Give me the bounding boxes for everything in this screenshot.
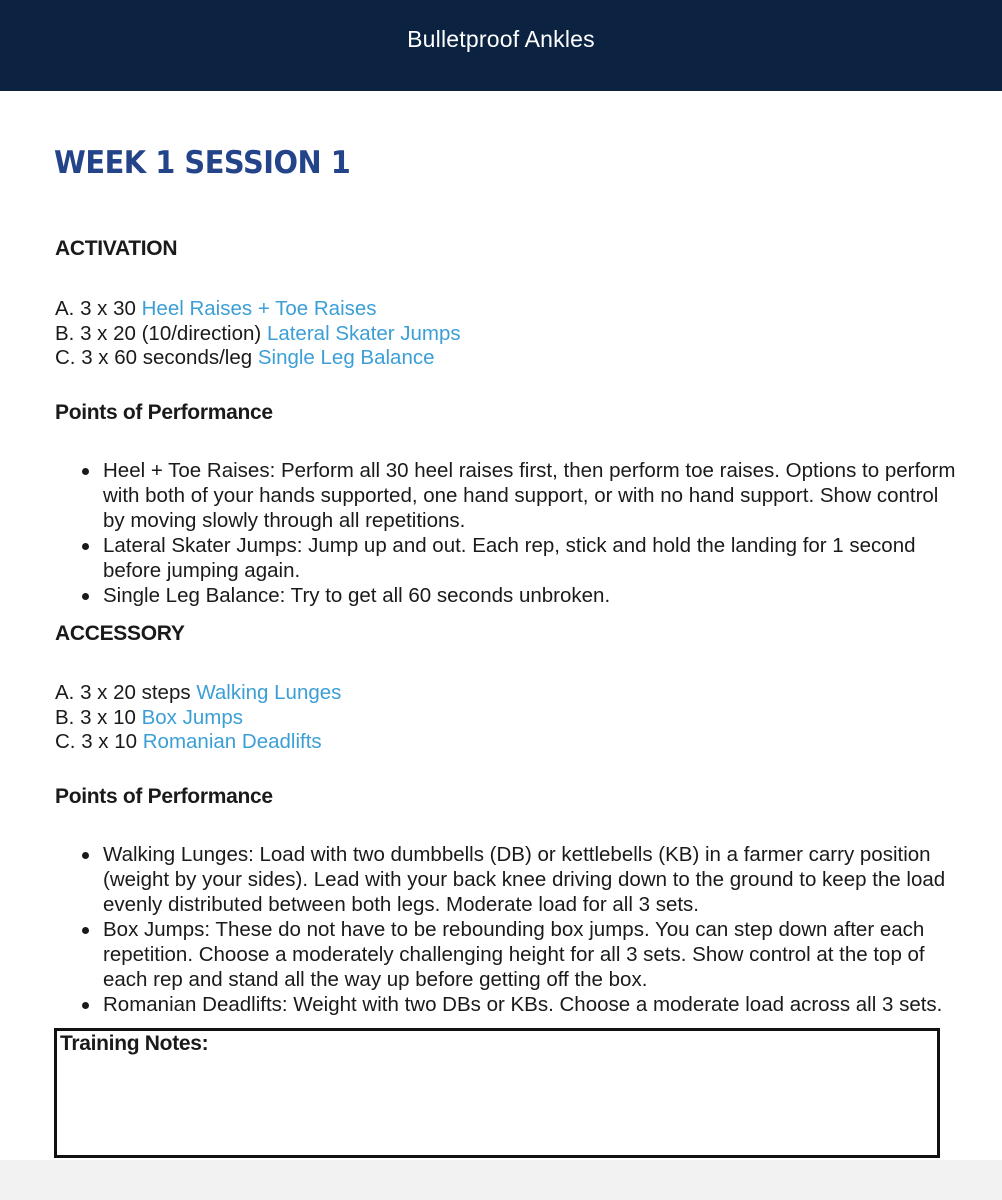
exercise-item — [55, 346, 461, 371]
document-page — [0, 91, 1002, 1160]
activation-exercise-list — [55, 297, 461, 371]
exercise-prescription: A. 3 x 30 — [55, 297, 142, 320]
point-text: Walking Lunges: Load with two dumbbells (DB) or kettlebells (KB) in a farmer carry position (weight by your sides). Lead with your back knee driving down to the ground to keep the load evenly distributed between both legs. Moderate load for all 3 sets. — [103, 843, 946, 916]
app-title: Bulletproof Ankles — [407, 26, 595, 52]
app-header — [0, 0, 1002, 91]
exercise-item — [55, 730, 341, 755]
training-notes-box — [54, 1028, 940, 1158]
exercise-prescription: C. 3 x 60 seconds/leg — [55, 346, 258, 370]
list-item — [78, 533, 958, 583]
bullet-icon — [82, 468, 89, 475]
point-text: Lateral Skater Jumps: Jump up and out. Each rep, stick and hold the landing for 1 second before jumping again. — [103, 534, 916, 582]
bullet-icon — [82, 593, 89, 600]
list-item — [78, 992, 958, 1017]
training-notes-field[interactable] — [57, 1061, 937, 1155]
point-text: Romanian Deadlifts: Weight with two DBs or KBs. Choose a moderate load across all 3 sets. — [103, 993, 943, 1016]
activation-pop-heading: Points of Performance — [55, 401, 273, 424]
accessory-pop-heading: Points of Performance — [55, 785, 273, 808]
exercise-prescription: B. 3 x 20 (10/direction) — [55, 321, 267, 345]
bullet-icon — [82, 927, 89, 934]
point-text: Box Jumps: These do not have to be rebounding box jumps. You can step down after each repetition. Choose a moderately challenging height for all 3 sets. Show control at the top of each rep and stand all the way up before getting off the box. — [103, 918, 925, 991]
exercise-prescription: C. 3 x 10 — [55, 730, 143, 754]
accessory-points-list — [78, 842, 958, 1017]
exercise-item — [55, 297, 461, 322]
list-item — [78, 583, 958, 608]
page-title: WEEK 1 SESSION 1 — [54, 145, 351, 181]
bullet-icon — [82, 543, 89, 550]
exercise-link-box-jumps[interactable]: Box Jumps — [141, 705, 244, 729]
activation-points-list — [78, 458, 958, 608]
list-item — [78, 842, 958, 917]
exercise-prescription: A. 3 x 20 steps — [55, 681, 197, 704]
list-item — [78, 458, 958, 533]
bullet-icon — [82, 852, 89, 859]
exercise-item — [55, 706, 341, 731]
exercise-link-lateral-skater-jumps[interactable]: Lateral Skater Jumps — [266, 321, 461, 345]
activation-heading: ACTIVATION — [55, 237, 178, 260]
exercise-item — [55, 322, 461, 347]
accessory-exercise-list — [55, 681, 341, 755]
point-text: Single Leg Balance: Try to get all 60 seconds unbroken. — [103, 584, 611, 607]
list-item — [78, 917, 958, 992]
accessory-heading: ACCESSORY — [55, 622, 185, 645]
exercise-item — [55, 681, 341, 706]
training-notes-label: Training Notes: — [60, 1032, 209, 1055]
exercise-link-single-leg-balance[interactable]: Single Leg Balance — [257, 346, 435, 370]
exercise-link-romanian-deadlifts[interactable]: Romanian Deadlifts — [142, 730, 322, 754]
bullet-icon — [82, 1002, 89, 1009]
point-text: Heel + Toe Raises: Perform all 30 heel raises first, then perform toe raises. Options to perform with both of your hands supported, one hand support, or with no hand support. Show control by moving slowly through all repetitions. — [103, 459, 956, 532]
exercise-link-heel-toe-raises[interactable]: Heel Raises + Toe Raises — [141, 297, 377, 320]
exercise-prescription: B. 3 x 10 — [55, 705, 142, 729]
exercise-link-walking-lunges[interactable]: Walking Lunges — [196, 681, 342, 704]
